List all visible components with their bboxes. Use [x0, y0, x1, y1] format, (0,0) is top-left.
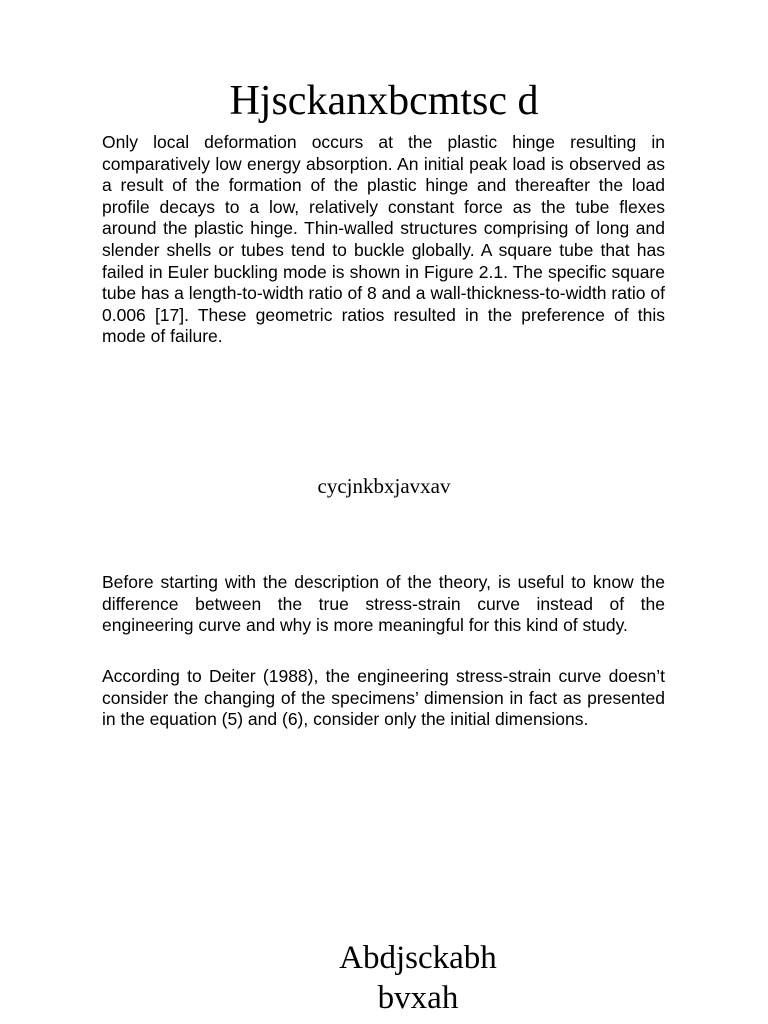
footer-line-2: bvxah [377, 980, 459, 1016]
figure-caption: cycjnkbxjavxav [317, 474, 451, 498]
footer-line-1: Abdjsckabh [339, 940, 497, 976]
page-title: Hjsckanxbcmtsc d [229, 78, 539, 124]
footer-text [288, 938, 548, 1018]
body-paragraph-2: Before starting with the description of the theory, is useful to know the difference between the true stress-strain curve instead of the engineering curve and why is more meaningful for this kind of study. [102, 572, 665, 636]
body-paragraph-3: According to Deiter (1988), the engineering stress-strain curve doesn’t consider the changing of the specimens’ dimension in fact as presented in the equation (5) and (6), consider only the initial dimensions. [102, 666, 665, 730]
body-paragraph-1: Only local deformation occurs at the plastic hinge resulting in comparatively low energy absorption. An initial peak load is observed as a result of the formation of the plastic hinge and thereafter the load profile decays to a low, relatively constant force as the tube flexes around the plastic hinge. Thin-walled structures comprising of long and slender shells or tubes tend to buckle globally. A square tube that has failed in Euler buckling mode is shown in Figure 2.1. The specific square tube has a length-to-width ratio of 8 and a wall-thickness-to-width ratio of 0.006 [17]. These geometric ratios resulted in the preference of this mode of failure. [102, 132, 665, 347]
